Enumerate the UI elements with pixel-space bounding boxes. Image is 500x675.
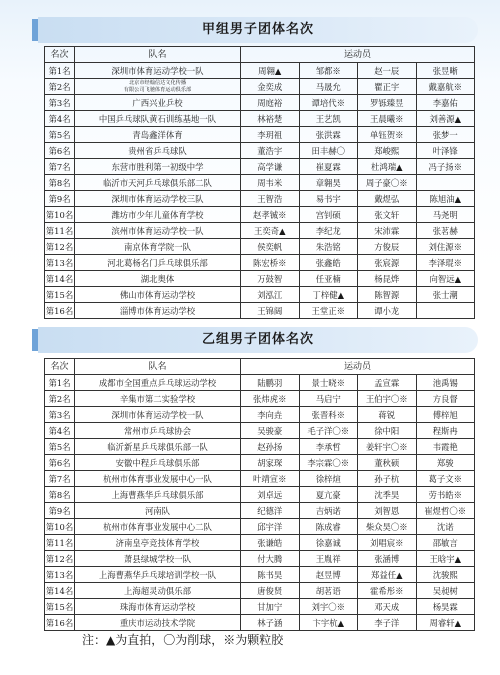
player-cell: 刘智恩 — [358, 503, 417, 519]
table-row — [45, 487, 475, 503]
player-cell: 周子豪〇※ — [358, 175, 417, 191]
team-cell: 湖北奥体 — [75, 271, 241, 287]
table-row — [45, 271, 475, 287]
player-cell: 侯奕帆 — [241, 239, 300, 255]
player-cell: 柴众昊〇※ — [358, 519, 417, 535]
player-cell: 李宗霖〇※ — [299, 455, 358, 471]
player-cell: 高学谦 — [241, 159, 300, 175]
rank-cell: 第4名 — [45, 111, 75, 127]
table-row — [45, 255, 475, 271]
player-cell: 劳书皓※ — [416, 487, 475, 503]
player-cell: 邹都※ — [299, 63, 358, 79]
player-cell: 王伯宇〇※ — [358, 391, 417, 407]
team-cell: 杭州市体育事业发展中心一队 — [75, 471, 241, 487]
player-cell: 张涵博 — [358, 551, 417, 567]
player-cell: 周庭裕 — [241, 95, 300, 111]
player-cell: 刘唱宸※ — [358, 535, 417, 551]
team-cell: 辛集市第二实验学校 — [75, 391, 241, 407]
team-cell: 杭州市体育事业发展中心二队 — [75, 519, 241, 535]
table-row — [45, 615, 475, 631]
player-cell: 李纪龙 — [299, 223, 358, 239]
player-cell: 杨昆烨 — [358, 271, 417, 287]
group-b-title: 乙组男子团体名次 — [38, 327, 478, 353]
player-cell: 霍希彤※ — [358, 583, 417, 599]
player-cell: 王艺凯 — [299, 111, 358, 127]
team-cell: 重庆市运动技术学院 — [75, 615, 241, 631]
player-cell: 李承哲 — [299, 439, 358, 455]
player-cell: 吴骏豪 — [241, 423, 300, 439]
rank-cell: 第5名 — [45, 439, 75, 455]
player-cell: 王锦阔 — [241, 303, 300, 319]
player-cell: 蒋锐 — [358, 407, 417, 423]
table-row — [45, 239, 475, 255]
rank-cell: 第16名 — [45, 615, 75, 631]
rank-cell: 第7名 — [45, 471, 75, 487]
rank-cell: 第7名 — [45, 159, 75, 175]
player-cell: 宫钊硕 — [299, 207, 358, 223]
player-cell: 付大腾 — [241, 551, 300, 567]
player-cell: 卞宇杭▲ — [299, 615, 358, 631]
player-cell: 韦霞艳 — [416, 439, 475, 455]
team-cell: 临沂市天河乒乓球俱乐部二队 — [75, 175, 241, 191]
player-cell: 林裕楚 — [241, 111, 300, 127]
player-cell: 沈骏熙 — [416, 567, 475, 583]
player-cell — [416, 303, 475, 319]
team-cell: 河北葛杨名门乒乓球俱乐部 — [75, 255, 241, 271]
table-row — [45, 207, 475, 223]
player-cell: 张梦一 — [416, 127, 475, 143]
player-cell: 纪德洋 — [241, 503, 300, 519]
player-cell: 张士潮 — [416, 287, 475, 303]
player-cell: 王晨曦※ — [358, 111, 417, 127]
player-cell: 戴嘉航※ — [416, 79, 475, 95]
player-cell: 董浩宇 — [241, 143, 300, 159]
player-cell: 王晗宇▲ — [416, 551, 475, 567]
player-cell: 张炜虎※ — [241, 391, 300, 407]
player-cell: 陈宏桥※ — [241, 255, 300, 271]
player-cell: 赵昱博 — [299, 567, 358, 583]
header-row — [45, 47, 475, 63]
rank-cell: 第15名 — [45, 599, 75, 615]
player-cell: 冯子扬※ — [416, 159, 475, 175]
table-row — [45, 551, 475, 567]
rank-cell: 第2名 — [45, 79, 75, 95]
rank-cell: 第1名 — [45, 63, 75, 79]
player-cell: 单钰贺※ — [358, 127, 417, 143]
rank-cell: 第14名 — [45, 271, 75, 287]
player-cell: 王堂正※ — [299, 303, 358, 319]
player-cell: 马尧明 — [416, 207, 475, 223]
team-cell: 萧县绿城学校一队 — [75, 551, 241, 567]
player-cell: 赵一辰 — [358, 63, 417, 79]
player-cell — [416, 175, 475, 191]
table-row — [45, 95, 475, 111]
player-cell: 谭小龙 — [358, 303, 417, 319]
team-cell: 贵州省乒乓球队 — [75, 143, 241, 159]
player-cell: 方良督 — [416, 391, 475, 407]
player-cell: 李玥祖 — [241, 127, 300, 143]
rank-cell: 第16名 — [45, 303, 75, 319]
table-row — [45, 535, 475, 551]
player-cell: 王智浩 — [241, 191, 300, 207]
table-row — [45, 143, 475, 159]
team-cell: 佛山市体育运动学校 — [75, 287, 241, 303]
player-cell: 邱宇洋 — [241, 519, 300, 535]
player-cell: 周翱▲ — [241, 63, 300, 79]
player-cell: 崔煜哲〇※ — [416, 503, 475, 519]
table-row — [45, 63, 475, 79]
player-cell: 张鑫皓 — [299, 255, 358, 271]
player-cell: 葛子文※ — [416, 471, 475, 487]
team-cell: 潍坊市少年儿童体育学校 — [75, 207, 241, 223]
player-cell: 池禹锡 — [416, 375, 475, 391]
player-cell: 王奕奇▲ — [241, 223, 300, 239]
player-cell: 郑益任▲ — [358, 567, 417, 583]
team-cell: 深圳市体育运动学校一队 — [75, 407, 241, 423]
group-a-table — [44, 46, 475, 319]
table-row — [45, 583, 475, 599]
player-cell: 刘泓江 — [241, 287, 300, 303]
team-cell: 南京体育学院一队 — [75, 239, 241, 255]
rank-cell: 第3名 — [45, 407, 75, 423]
team-header: 队名 — [75, 47, 241, 63]
rank-header: 名次 — [45, 47, 75, 63]
player-cell: 杨昊霖 — [416, 599, 475, 615]
player-cell: 王胤祥 — [299, 551, 358, 567]
group-b-table — [44, 358, 475, 631]
rank-cell: 第10名 — [45, 207, 75, 223]
team-cell: 上海曹燕华乒乓球俱乐部 — [75, 487, 241, 503]
legend-note: 注：▲为直拍，〇为削球，※为颗粒胶 — [82, 633, 284, 647]
team-cell: 中国乒乓球队黄石训练基地一队 — [75, 111, 241, 127]
rank-cell: 第6名 — [45, 143, 75, 159]
table-row — [45, 455, 475, 471]
player-cell: 叶泽锋 — [416, 143, 475, 159]
player-cell: 马晟允 — [299, 79, 358, 95]
player-cell: 赵孙扬 — [241, 439, 300, 455]
player-cell: 刘卓远 — [241, 487, 300, 503]
player-cell: 罗铄臻昱 — [358, 95, 417, 111]
table-row — [45, 407, 475, 423]
player-cell: 谭培代※ — [299, 95, 358, 111]
player-cell: 毛子洋〇※ — [299, 423, 358, 439]
player-cell: 林子涵 — [241, 615, 300, 631]
player-cell: 邵敏言 — [416, 535, 475, 551]
table-row — [45, 599, 475, 615]
player-cell: 陈智源 — [358, 287, 417, 303]
player-cell: 万鼓智 — [241, 271, 300, 287]
player-cell: 沈诺 — [416, 519, 475, 535]
rank-cell: 第2名 — [45, 391, 75, 407]
player-cell: 徐梓煊 — [299, 471, 358, 487]
team-cell: 济南皇亭竞技体育学校 — [75, 535, 241, 551]
player-cell: 夏亢豪 — [299, 487, 358, 503]
player-cell: 姜轩宇〇※ — [358, 439, 417, 455]
player-cell: 徐中阳 — [358, 423, 417, 439]
table-row — [45, 111, 475, 127]
rank-cell: 第4名 — [45, 423, 75, 439]
team-cell: 东营市胜利第一初级中学 — [75, 159, 241, 175]
player-cell: 张宸源 — [358, 255, 417, 271]
player-cell: 张昱晰 — [416, 63, 475, 79]
rank-cell: 第3名 — [45, 95, 75, 111]
player-cell: 程斯冉 — [416, 423, 475, 439]
rank-header: 名次 — [45, 359, 75, 375]
players-header: 运动员 — [241, 47, 475, 63]
team-cell: 安徽中程乒乓球俱乐部 — [75, 455, 241, 471]
table-row — [45, 287, 475, 303]
team-name-line: 有限公司飞驰体育运动俱乐部 — [123, 86, 192, 93]
player-cell: 孙子杭 — [358, 471, 417, 487]
rank-cell: 第6名 — [45, 455, 75, 471]
player-cell: 朱浩铭 — [299, 239, 358, 255]
rank-cell: 第5名 — [45, 127, 75, 143]
player-cell: 宋沛霖 — [358, 223, 417, 239]
players-header: 运动员 — [241, 359, 475, 375]
player-cell: 刘宇〇※ — [299, 599, 358, 615]
player-cell: 向智远▲ — [416, 271, 475, 287]
player-cell: 甘加宁 — [241, 599, 300, 615]
rank-cell: 第1名 — [45, 375, 75, 391]
player-cell: 徐嘉诚 — [299, 535, 358, 551]
player-cell: 崔夏霖 — [299, 159, 358, 175]
player-cell: 赵孝铖※ — [241, 207, 300, 223]
team-cell: 河南队 — [75, 503, 241, 519]
player-cell: 张谦皓 — [241, 535, 300, 551]
player-cell: 郑骏 — [416, 455, 475, 471]
player-cell: 郑峻熙 — [358, 143, 417, 159]
table-row — [45, 567, 475, 583]
player-cell: 章翱昊 — [299, 175, 358, 191]
player-cell: 沈季昊 — [358, 487, 417, 503]
table-row — [45, 127, 475, 143]
table-row — [45, 159, 475, 175]
player-cell: 田丰赫〇 — [299, 143, 358, 159]
team-cell: 广西兴业乒校 — [75, 95, 241, 111]
player-cell: 唐俊贤 — [241, 583, 300, 599]
table-row — [45, 519, 475, 535]
table-row — [45, 191, 475, 207]
group-a-title: 甲组男子团体名次 — [38, 17, 478, 43]
rank-cell: 第10名 — [45, 519, 75, 535]
team-header: 队名 — [75, 359, 241, 375]
rank-cell: 第11名 — [45, 535, 75, 551]
table-row — [45, 175, 475, 191]
player-cell: 马启宁 — [299, 391, 358, 407]
player-cell: 刘住源※ — [416, 239, 475, 255]
table-row — [45, 439, 475, 455]
rank-cell: 第11名 — [45, 223, 75, 239]
team-cell: 成都市全国重点乒乓球运动学校 — [75, 375, 241, 391]
team-cell: 上海超灵动俱乐部 — [75, 583, 241, 599]
player-cell: 傅梓旭 — [416, 407, 475, 423]
table-row — [45, 391, 475, 407]
player-cell: 陈书昊 — [241, 567, 300, 583]
player-cell: 杜鸿瑞▲ — [358, 159, 417, 175]
player-cell: 李泽琨※ — [416, 255, 475, 271]
team-cell: 珠海市体育运动学校 — [75, 599, 241, 615]
player-cell: 瞿正宇 — [358, 79, 417, 95]
player-cell: 戴煜弘 — [358, 191, 417, 207]
table-row — [45, 303, 475, 319]
player-cell: 陈旭油▲ — [416, 191, 475, 207]
rank-cell: 第9名 — [45, 503, 75, 519]
team-cell: 滨州市体育运动学校一队 — [75, 223, 241, 239]
rank-cell: 第12名 — [45, 239, 75, 255]
table-row — [45, 79, 475, 95]
player-cell: 易书宇 — [299, 191, 358, 207]
player-cell: 张茗赫 — [416, 223, 475, 239]
player-cell: 李嘉佑 — [416, 95, 475, 111]
player-cell: 李子洋 — [358, 615, 417, 631]
rank-cell: 第8名 — [45, 175, 75, 191]
player-cell: 景士晓※ — [299, 375, 358, 391]
team-cell — [75, 79, 241, 95]
player-cell: 刘善源▲ — [416, 111, 475, 127]
player-cell: 李向垚 — [241, 407, 300, 423]
team-name-line: 北京市经翰信达文化传播 — [128, 80, 187, 86]
rank-cell: 第14名 — [45, 583, 75, 599]
team-cell: 淄博市体育运动学校 — [75, 303, 241, 319]
rank-cell: 第15名 — [45, 287, 75, 303]
player-cell: 叶靖宣※ — [241, 471, 300, 487]
table-row — [45, 471, 475, 487]
player-cell: 金奕成 — [241, 79, 300, 95]
player-cell: 董秋硕 — [358, 455, 417, 471]
team-cell: 上海曹燕华乒乓球培训学校一队 — [75, 567, 241, 583]
team-cell: 深圳市体育运动学校三队 — [75, 191, 241, 207]
rank-cell: 第8名 — [45, 487, 75, 503]
team-cell: 临沂新星乒乓球俱乐部一队 — [75, 439, 241, 455]
team-cell: 青岛鑫洋体育 — [75, 127, 241, 143]
player-cell: 陆鹏羽 — [241, 375, 300, 391]
player-cell: 吉炳诺 — [299, 503, 358, 519]
player-cell: 陈成睿 — [299, 519, 358, 535]
player-cell: 周睿轩▲ — [416, 615, 475, 631]
team-cell: 深圳市体育运动学校一队 — [75, 63, 241, 79]
player-cell: 任亚楠 — [299, 271, 358, 287]
player-cell: 张洪霖 — [299, 127, 358, 143]
team-cell: 常州市乒乓球协会 — [75, 423, 241, 439]
player-cell: 丁梓健▲ — [299, 287, 358, 303]
rank-cell: 第9名 — [45, 191, 75, 207]
table-row — [45, 223, 475, 239]
player-cell: 胡家琛 — [241, 455, 300, 471]
player-cell: 吴昶树 — [416, 583, 475, 599]
rank-cell: 第13名 — [45, 255, 75, 271]
player-cell: 孟宣霖 — [358, 375, 417, 391]
player-cell: 张晋科※ — [299, 407, 358, 423]
rank-cell: 第13名 — [45, 567, 75, 583]
player-cell: 张文轩 — [358, 207, 417, 223]
table-row — [45, 375, 475, 391]
player-cell: 胡茗语 — [299, 583, 358, 599]
rank-cell: 第12名 — [45, 551, 75, 567]
player-cell: 邓天成 — [358, 599, 417, 615]
table-row — [45, 423, 475, 439]
player-cell: 方俊辰 — [358, 239, 417, 255]
table-row — [45, 503, 475, 519]
header-row — [45, 359, 475, 375]
player-cell: 周韦米 — [241, 175, 300, 191]
